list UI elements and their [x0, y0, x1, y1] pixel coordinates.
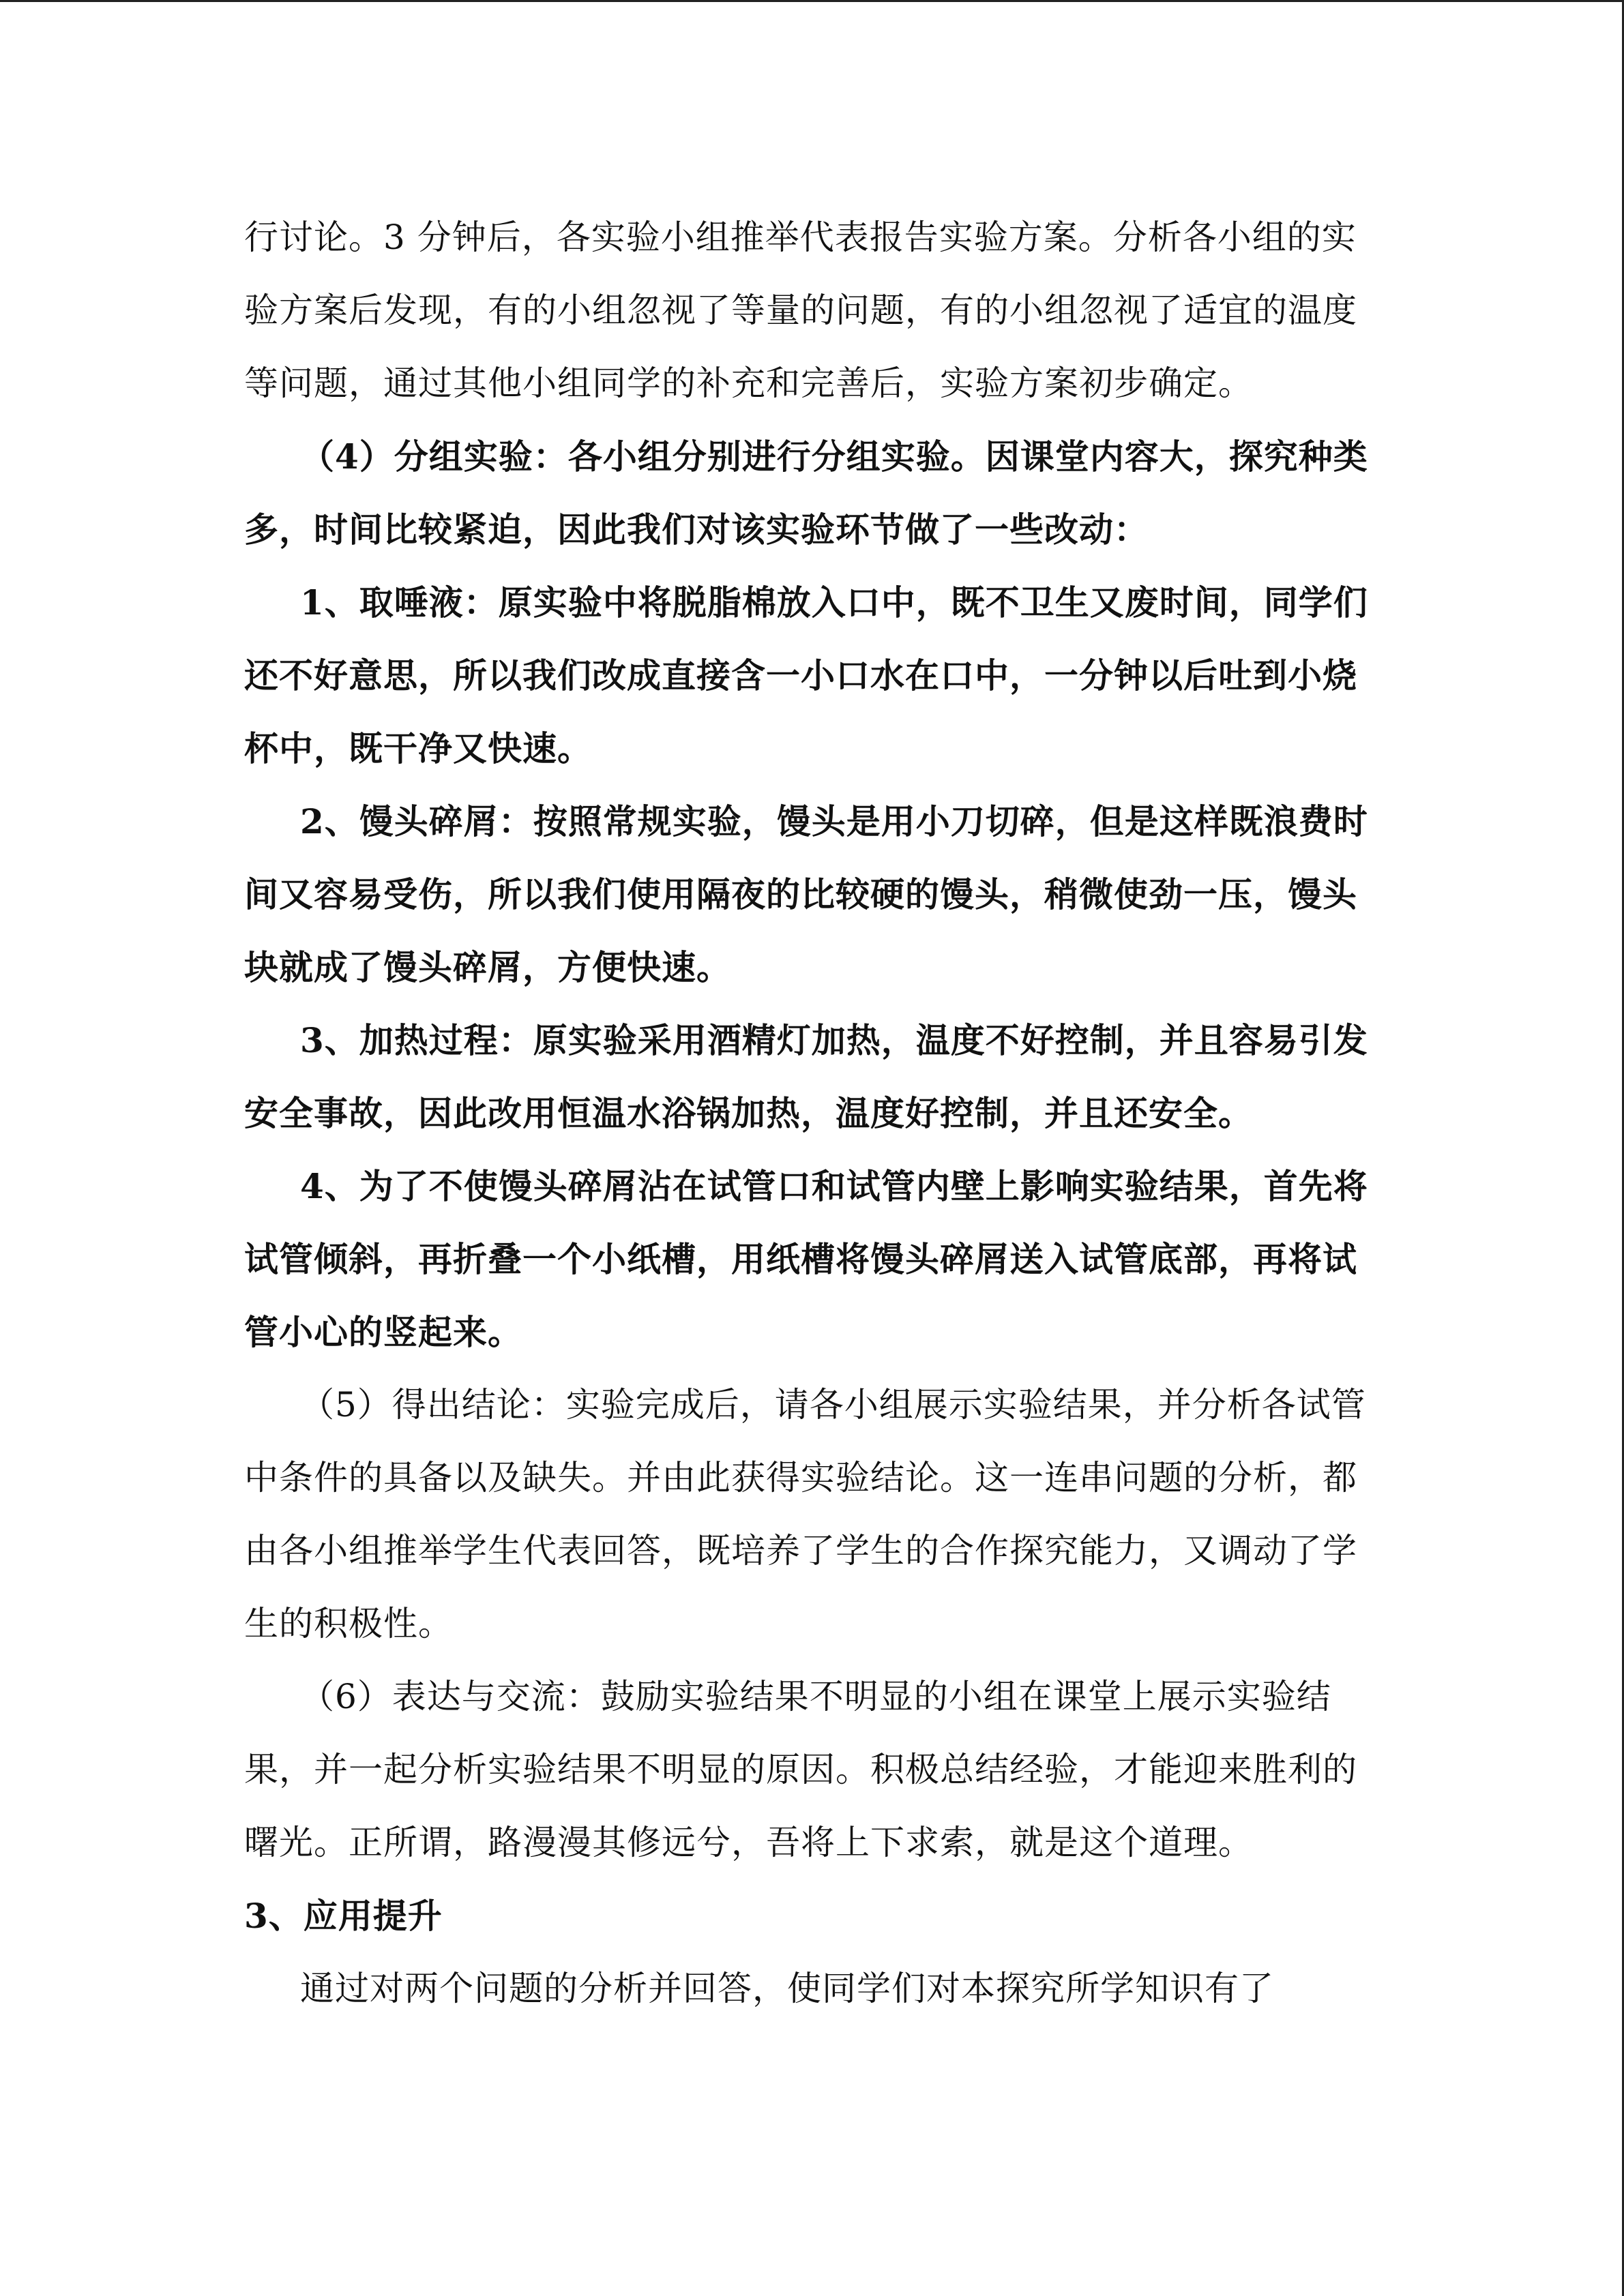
paragraph-test-tube: 4、为了不使馒头碎屑沾在试管口和试管内壁上影响实验结果，首先将试管倾斜，再折叠一个小纸槽，用纸槽将馒头碎屑送入试管底部，再将试管小心的竖起来。: [244, 1166, 1368, 1352]
paragraph-heating: 3、加热过程：原实验采用酒精灯加热，温度不好控制，并且容易引发安全事故，因此改用恒温水浴锅加热，温度好控制，并且还安全。: [244, 1020, 1368, 1133]
paragraph-group-experiment: （4）分组实验：各小组分别进行分组实验。因课堂内容大，探究种类多，时间比较紧迫，因此我们对该实验环节做了一些改动：: [244, 436, 1368, 550]
paragraph-application: 通过对两个问题的分析并回答，使同学们对本探究所学知识有了: [300, 1969, 1274, 2008]
paragraph-expression: （6）表达与交流：鼓励实验结果不明显的小组在课堂上展示实验结果，并一起分析实验结果不明显的原因。积极总结经验，才能迎来胜利的曙光。正所谓，路漫漫其修远兮，吾将上下求索，就是这个道理。: [244, 1677, 1357, 1862]
paragraph-bread-crumbs: 2、馒头碎屑：按照常规实验，馒头是用小刀切碎，但是这样既浪费时间又容易受伤，所以我们使用隔夜的比较硬的馒头，稍微使劲一压，馒头块就成了馒头碎屑，方便快速。: [244, 801, 1368, 987]
paragraph-saliva: 1、取唾液：原实验中将脱脂棉放入口中，既不卫生又废时间，同学们还不好意思，所以我们改成直接含一小口水在口中，一分钟以后吐到小烧杯中，既干净又快速。: [244, 582, 1368, 769]
section-heading-application: 3、应用提升: [244, 1896, 443, 1936]
paragraph-discussion: 行讨论。3 分钟后，各实验小组推举代表报告实验方案。分析各小组的实验方案后发现，有的小组忽视了等量的问题，有的小组忽视了适宜的温度等问题，通过其他小组同学的补充和完善后，实验方案初步确定。: [244, 218, 1357, 403]
document-body: [244, 201, 1380, 2025]
paragraph-conclusion: （5）得出结论：实验完成后，请各小组展示实验结果，并分析各试管中条件的具备以及缺失。并由此获得实验结论。这一连串问题的分析，都由各小组推举学生代表回答，既培养了学生的合作探究能力，又调动了学生的积极性。: [244, 1385, 1366, 1643]
